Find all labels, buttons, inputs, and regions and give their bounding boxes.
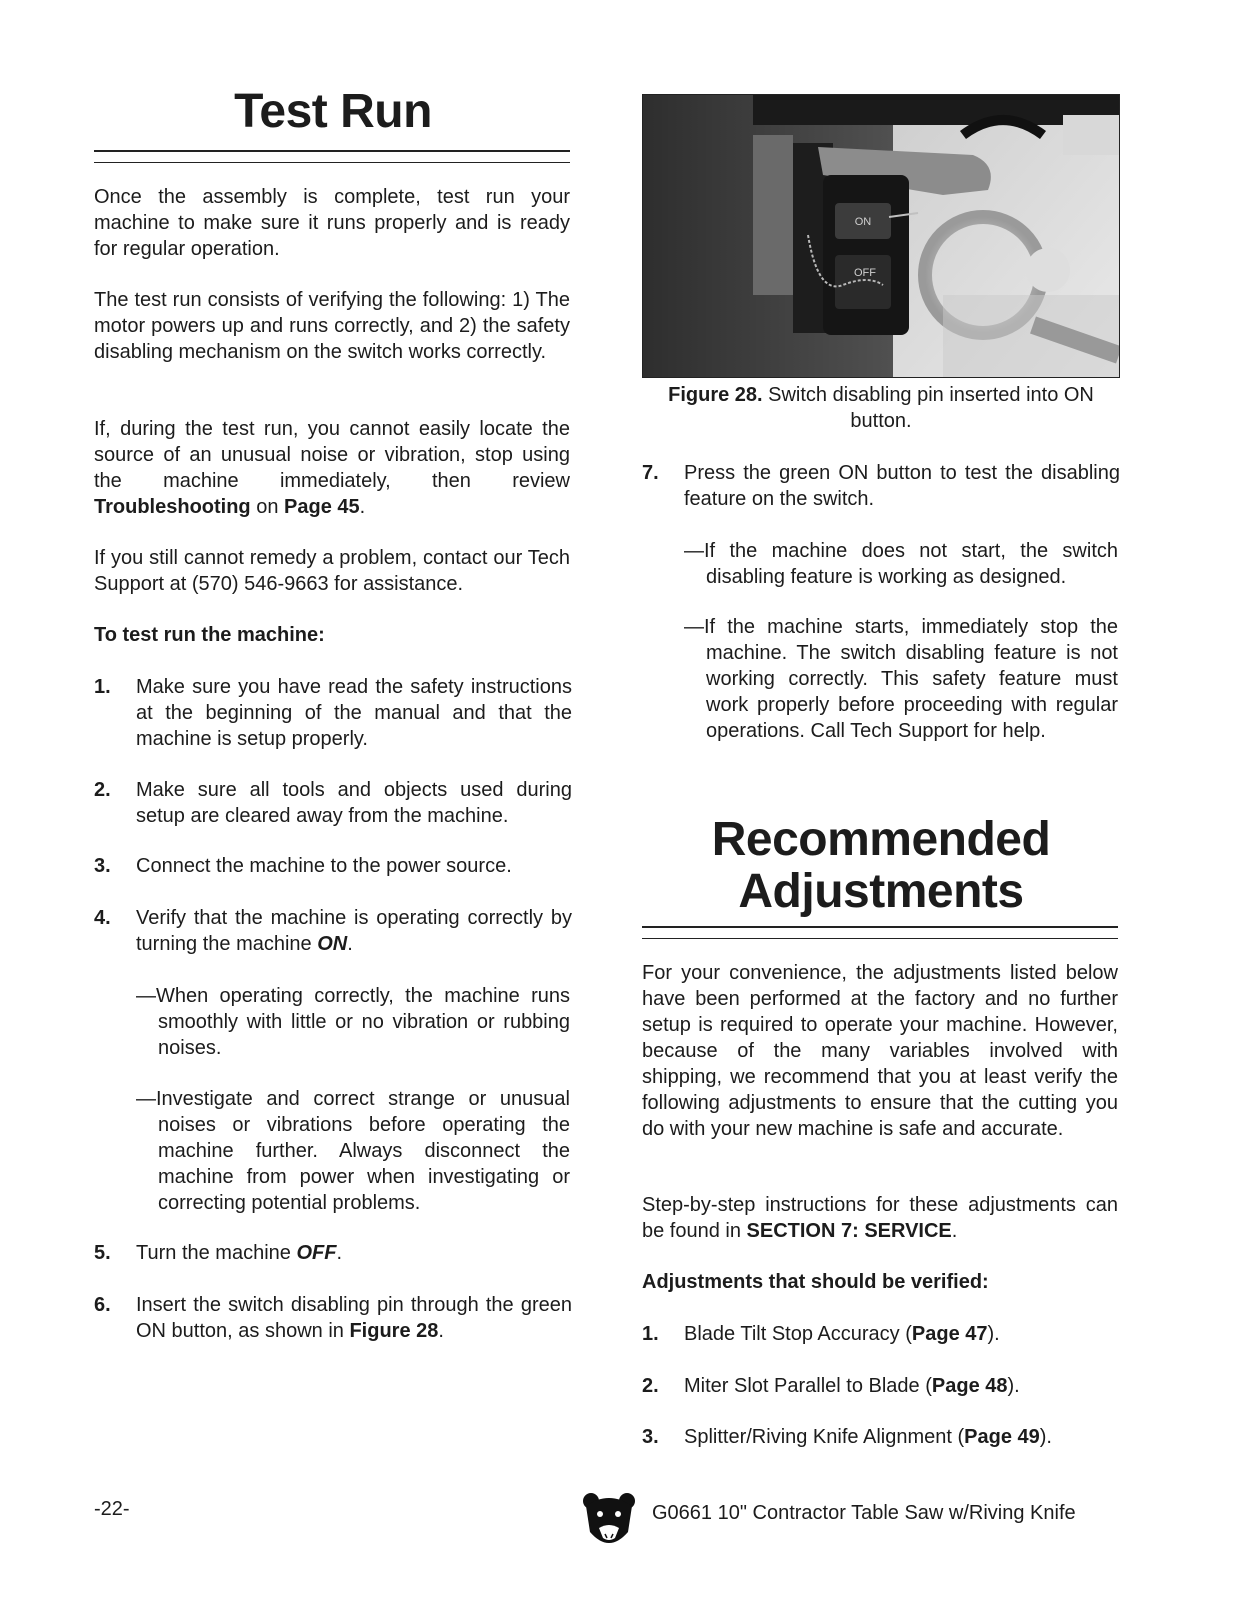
figure-28-label: Figure 28. bbox=[668, 384, 763, 406]
step-text: Make sure you have read the safety instructions at the beginning of the manual and that the machine is setup properly. bbox=[136, 676, 572, 750]
title-rule bbox=[94, 150, 570, 163]
step-text: Insert the switch disabling pin through the green ON button, as shown in Figure 28. bbox=[136, 1294, 572, 1342]
item-text: Miter Slot Parallel to Blade (Page 48). bbox=[684, 1375, 1020, 1397]
on-button-label: ON bbox=[854, 216, 872, 228]
step-number: 2. bbox=[94, 779, 111, 801]
page-48-ref: Page 48 bbox=[931, 1375, 1008, 1397]
item-text: Splitter/Riving Knife Alignment (Page 49). bbox=[684, 1426, 1052, 1448]
off-emphasis: OFF bbox=[296, 1242, 337, 1264]
step-7-note-2: —If the machine starts, immediately stop the machine. The switch disabling feature is not working correctly. This safety feature must work properly before proceeding with regular operations. Call Tech Support for help. bbox=[684, 616, 1118, 742]
step-text: Verify that the machine is operating correctly by turning the machine ON. bbox=[136, 907, 572, 955]
step-6 bbox=[94, 1292, 572, 1344]
switch-photo-illustration bbox=[643, 95, 1119, 377]
on-emphasis: ON bbox=[317, 933, 348, 955]
step-text: Make sure all tools and objects used during setup are cleared away from the machine. bbox=[136, 779, 572, 827]
figure-28-photo bbox=[642, 94, 1120, 378]
step-number: 7. bbox=[642, 462, 659, 484]
intro-paragraph-4: If you still cannot remedy a problem, contact our Tech Support at (570) 546-9663 for assistance. bbox=[94, 547, 570, 595]
step-5 bbox=[94, 1240, 572, 1266]
item-number: 1. bbox=[642, 1323, 659, 1345]
step-number: 3. bbox=[94, 855, 111, 877]
step-3 bbox=[94, 853, 572, 879]
footer-model-text: G0661 10" Contractor Table Saw w/Riving Knife bbox=[652, 1502, 1076, 1524]
intro-paragraph-2: The test run consists of verifying the following: 1) The motor powers up and runs correctly, and 2) the safety disabling mechanism on the switch works correctly. bbox=[94, 289, 570, 363]
section-title-test-run: Test Run bbox=[234, 85, 432, 138]
step-number: 6. bbox=[94, 1294, 111, 1316]
page-number: -22- bbox=[94, 1498, 130, 1520]
page-45-ref: Page 45 bbox=[284, 496, 360, 518]
adjustments-list-heading: Adjustments that should be verified: bbox=[642, 1271, 989, 1293]
bear-logo-icon bbox=[582, 1492, 636, 1550]
off-button-label: OFF bbox=[854, 267, 876, 279]
adjustment-2 bbox=[642, 1373, 1120, 1399]
troubleshooting-link: Troubleshooting bbox=[94, 496, 251, 518]
adjustment-3 bbox=[642, 1424, 1120, 1450]
step-7 bbox=[642, 460, 1120, 512]
step-number: 1. bbox=[94, 676, 111, 698]
item-number: 3. bbox=[642, 1426, 659, 1448]
step-text: Turn the machine OFF. bbox=[136, 1242, 343, 1264]
title-rule bbox=[642, 926, 1118, 939]
step-text: Press the green ON button to test the disabling feature on the switch. bbox=[684, 462, 1120, 510]
section-7-ref: SECTION 7: SERVICE bbox=[746, 1220, 952, 1242]
item-text: Blade Tilt Stop Accuracy (Page 47). bbox=[684, 1323, 1000, 1345]
adjustments-intro: For your convenience, the adjustments listed below have been performed at the factory and no further setup is required to operate your machine. However, because of the many variables involved with shipping, we recommend that you at least verify the following adjustments to ensure that the cutting you do with your new machine is safe and accurate. bbox=[642, 962, 1118, 1140]
section-title-recommended: Recommended Adjustments bbox=[711, 813, 1051, 918]
page-49-ref: Page 49 bbox=[964, 1426, 1040, 1448]
step-4-note-1: —When operating correctly, the machine runs smoothly with little or no vibration or rubbing noises. bbox=[136, 985, 570, 1059]
page-47-ref: Page 47 bbox=[911, 1323, 988, 1345]
step-2 bbox=[94, 777, 572, 829]
step-4-note-2: —Investigate and correct strange or unusual noises or vibrations before operating the machine further. Always disconnect the machine from power when investigating or correcting potential problems. bbox=[136, 1088, 570, 1214]
step-4 bbox=[94, 905, 572, 957]
step-number: 5. bbox=[94, 1242, 111, 1264]
step-7-note-1: —If the machine does not start, the switch disabling feature is working as designed. bbox=[684, 540, 1118, 588]
step-1 bbox=[94, 674, 572, 752]
intro-paragraph-3: If, during the test run, you cannot easily locate the source of an unusual noise or vibration, stop using the machine immediately, then review Troubleshooting on Page 45. bbox=[94, 418, 570, 518]
steps-heading: To test run the machine: bbox=[94, 624, 325, 646]
intro-paragraph-1: Once the assembly is complete, test run your machine to make sure it runs properly and is ready for regular operation. bbox=[94, 186, 570, 260]
step-number: 4. bbox=[94, 907, 111, 929]
step-text: Connect the machine to the power source. bbox=[136, 855, 512, 877]
figure-28-ref: Figure 28 bbox=[349, 1320, 439, 1342]
adjustments-reference: Step-by-step instructions for these adjustments can be found in SECTION 7: SERVICE. bbox=[642, 1194, 1118, 1242]
adjustment-1 bbox=[642, 1321, 1120, 1347]
item-number: 2. bbox=[642, 1375, 659, 1397]
figure-28-caption: Figure 28. Switch disabling pin inserted into ON button. bbox=[668, 384, 1094, 432]
